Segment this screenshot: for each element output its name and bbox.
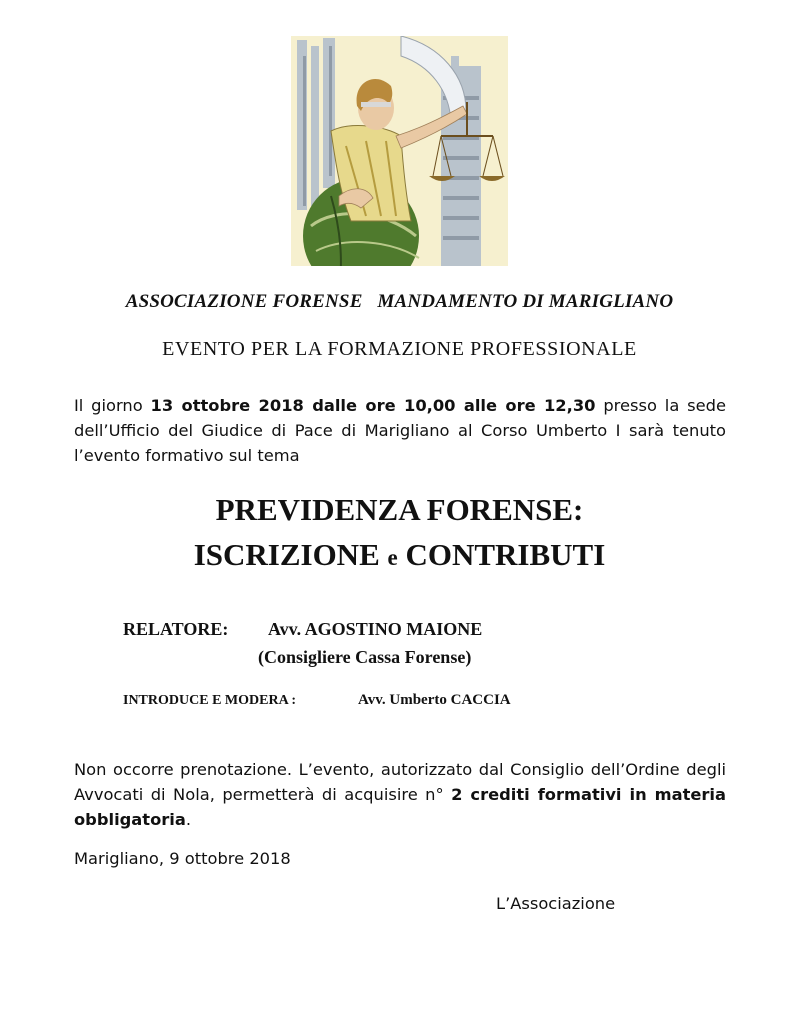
event-title-conjunction: e <box>387 545 398 570</box>
event-title-part-a: ISCRIZIONE <box>193 537 388 572</box>
closing-text-start: Non occorre prenotazione. L’evento, autorizzato dal Consiglio dell’Ordine degli Avvocati di Nola, permetterà di acquisire n° <box>74 760 726 804</box>
justice-illustration <box>291 36 508 266</box>
event-title-line-2 <box>0 532 799 580</box>
place-date: Marigliano, 9 ottobre 2018 <box>74 849 291 868</box>
intro-text-end: presso la sede dell’Ufficio del Giudice di Pace di Marigliano al Corso Umberto I sarà tenuto l’evento formativo sul tema <box>74 396 727 465</box>
closing-text-end: . <box>185 810 192 829</box>
justice-scales-icon <box>291 36 508 266</box>
intro-text-start: Il giorno <box>74 396 151 415</box>
intro-paragraph <box>74 393 726 468</box>
speaker-role: (Consigliere Cassa Forense) <box>258 647 472 667</box>
event-date-time: 13 ottobre 2018 dalle ore 10,00 alle ore 12,30 <box>150 396 596 415</box>
moderator-label: INTRODUCE E MODERA : <box>123 693 297 708</box>
event-title-part-b: CONTRIBUTI <box>397 537 606 572</box>
event-title <box>0 487 799 580</box>
association-heading: ASSOCIAZIONE FORENSE MANDAMENTO DI MARIGLIANO <box>125 291 674 312</box>
credits-info: 2 crediti formativi in materia obbligatoria <box>74 785 726 829</box>
speaker-row <box>123 619 482 640</box>
signature: L’Associazione <box>496 894 616 913</box>
moderator-name: Avv. Umberto CACCIA <box>358 692 511 708</box>
closing-paragraph <box>74 757 726 832</box>
event-type-subtitle: EVENTO PER LA FORMAZIONE PROFESSIONALE <box>162 338 637 360</box>
speaker-name: Avv. AGOSTINO MAIONE <box>268 619 483 639</box>
speaker-label: RELATORE: <box>123 619 229 639</box>
event-title-line-1: PREVIDENZA FORENSE: <box>215 492 584 527</box>
